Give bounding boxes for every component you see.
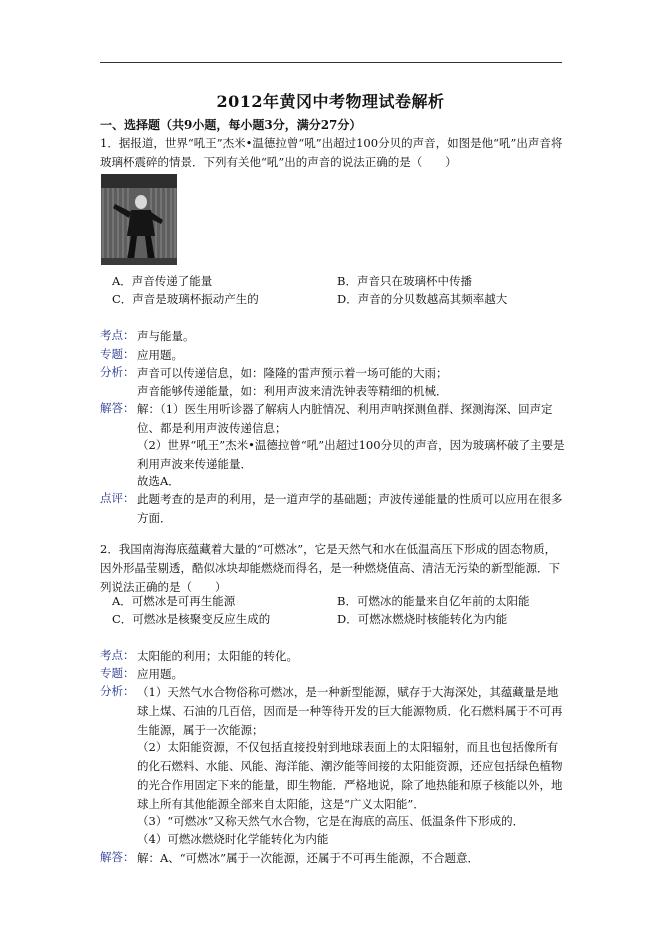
q1-kaodian: 声与能量。 bbox=[137, 329, 195, 343]
q1-fenxi-label: 分析： bbox=[100, 365, 135, 379]
q1-kaodian-label: 考点： bbox=[100, 328, 135, 342]
q1-fenxi-line-2: 声音能够传递能量，如：利用声波来清洗钟表等精细的机械． bbox=[137, 384, 448, 398]
q1-fenxi-line-1: 声音可以传递信息，如：隆隆的雷声预示着一场可能的大雨； bbox=[137, 366, 448, 380]
q2-option-d: D．可燃冰燃烧时核能转化为内能 bbox=[337, 612, 508, 626]
q2-kaodian: 太阳能的利用；太阳能的转化。 bbox=[137, 649, 298, 663]
section-heading: 一、选择题（共9小题，每小题3分，满分27分） bbox=[100, 118, 362, 132]
q2-fenxi-2: （2）太阳能资源，不仅包括直接投射到地球表面上的太阳辐射，而且也包括像所有的化石燃料、水能、风能、海洋能、潮汐能等间接的太阳能资源，还应包括绿色植物的光合作用固定下来的能量，即生物能．严格地说，除了地热能和原子核能以外，地球上所有其他能源全部来自太阳能，这是“广义太阳能”． bbox=[137, 740, 563, 811]
q2-kaodian-label: 考点： bbox=[100, 648, 135, 662]
page-title: 2012年黄冈中考物理试卷解析 bbox=[216, 92, 445, 111]
q1-jieda-1: 解：（1）医生用听诊器了解病人内脏情况、利用声呐探测鱼群、探测海深、回声定位、都是利用声波传递信息； bbox=[137, 402, 553, 435]
q2-fenxi-3: （3）“可燃冰”又称天然气水合物，它是在海底的高压、低温条件下形成的． bbox=[137, 814, 525, 828]
q2-stem: 2．我国南海海底蕴藏着大量的“可燃冰”，它是天然气和水在低温高压下形成的固态物质，因外形晶莹剔透，酷似冰块却能燃烧而得名，是一种燃烧值高、清洁无污染的新型能源．下列说法正确的是（ ） bbox=[100, 542, 560, 594]
q2-fenxi-4: （4）可燃冰燃烧时化学能转化为内能 bbox=[137, 832, 329, 846]
q1-option-c: C．声音是玻璃杯振动产生的 bbox=[112, 292, 259, 306]
q1-stem: 1．据报道，世界“吼王”杰米•温德拉曾“吼”出超过100分贝的声音，如图是他“吼”出声音将玻璃杯震碎的情景．下列有关他“吼”出的声音的说法正确的是（ ） bbox=[100, 136, 563, 169]
q1-option-b: B．声音只在玻璃杯中传播 bbox=[337, 274, 472, 288]
q1-dianping: 此题考查的是声的利用，是一道声学的基础题；声波传递能量的性质可以应用在很多方面． bbox=[137, 492, 563, 525]
q1-zhuanti-label: 专题： bbox=[100, 347, 135, 361]
q2-jieda-1: 解：A、“可燃冰”属于一次能源，还属于不可再生能源，不合题意． bbox=[137, 851, 480, 865]
q2-option-b: B．可燃冰的能量来自亿年前的太阳能 bbox=[337, 594, 530, 608]
header-rule bbox=[100, 62, 562, 63]
q1-jieda-2: （2）世界“吼王”杰米•温德拉曾“吼”出超过100分贝的声音，因为玻璃杯破了主要是利用声波来传递能量． bbox=[137, 438, 565, 471]
q1-dianping-label: 点评： bbox=[100, 491, 135, 505]
q2-fenxi-1: （1）天然气水合物俗称可燃冰，是一种新型能源，赋存于大海深处，其蕴藏量是地球上煤、石油的几百倍，因而是一种等待开发的巨大能源物质．化石燃料属于不可再生能源，属于一次能源； bbox=[137, 685, 563, 737]
q1-option-a: A．声音传递了能量 bbox=[112, 274, 213, 288]
q1-option-d: D．声音的分贝数越高其频率越大 bbox=[337, 292, 508, 306]
q2-zhuanti-label: 专题： bbox=[100, 666, 135, 680]
q2-jieda-label: 解答： bbox=[100, 850, 135, 864]
q1-jieda-label: 解答： bbox=[100, 401, 135, 415]
q2-zhuanti: 应用题。 bbox=[137, 667, 183, 681]
q1-jieda-3: 故选A． bbox=[137, 474, 180, 488]
q2-option-a: A．可燃冰是可再生能源 bbox=[112, 594, 236, 608]
q1-zhuanti: 应用题。 bbox=[137, 348, 183, 362]
q2-fenxi-label: 分析： bbox=[100, 684, 135, 698]
q1-photo bbox=[101, 174, 177, 265]
q2-option-c: C．可燃冰是核聚变反应生成的 bbox=[112, 612, 271, 626]
